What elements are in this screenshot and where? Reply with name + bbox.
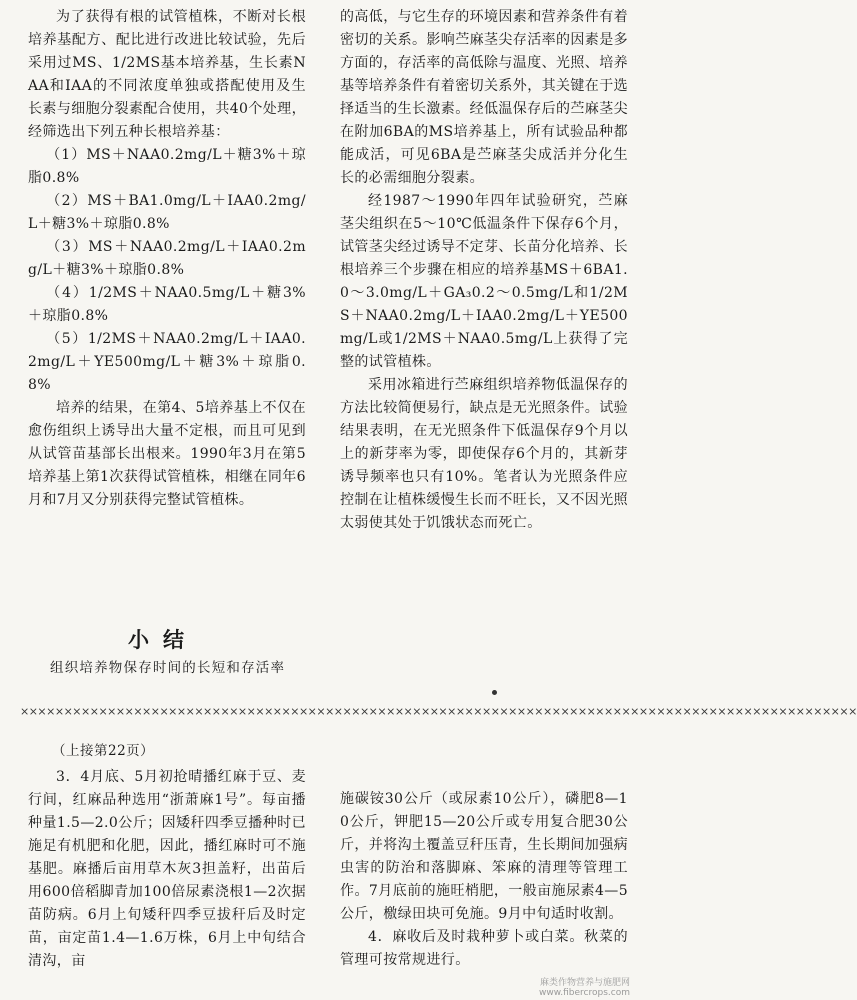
medium-formula-4: （4）1/2MS＋NAA0.5mg/L＋糖3%＋琼脂0.8%	[28, 285, 306, 324]
section-divider: ××××××××××××××××××××××××××××××××××××××××××××××××××××××××××××××××××××××××××××××××××××××××××××××××	[20, 705, 857, 718]
watermark-site-name: 麻类作物营养与施肥网	[539, 978, 630, 988]
medium-formula-2: （2）MS＋BA1.0mg/L＋IAA0.2mg/L＋糖3%＋琼脂0.8%	[28, 193, 306, 232]
paragraph-research-summary: 经1987～1990年四年试验研究，苎麻茎尖组织在5～10℃低温条件下保存6个月，试管茎尖经过诱导不定芽、长苗分化培养、长根培养三个步骤在相应的培养基MS＋6BA1.0～3.0mg/L＋GA₃0.2～0.5mg/L和1/2MS＋NAA0.2mg/L＋IAA0.2mg/L＋YE500mg/L或1/2MS＋NAA0.5mg/L上获得了完整的试管植株。	[340, 193, 628, 370]
site-watermark	[539, 978, 630, 998]
left-column	[28, 6, 306, 512]
watermark-url: www.fibercrops.com	[539, 988, 630, 998]
medium-formula-3: （3）MS＋NAA0.2mg/L＋IAA0.2mg/L＋糖3%＋琼脂0.8%	[28, 239, 306, 278]
paragraph-cold-storage-method: 采用冰箱进行苎麻组织培养物低温保存的方法比较简便易行，缺点是无光照条件。试验结果表明，在无光照条件下低温保存9个月以上的新芽率为零，即使保存6个月的，其新芽诱导频率也只有10%。笔者认为光照条件应控制在让植株缓慢生长而不旺长，又不因光照太弱使其处于饥饿状态而死亡。	[340, 377, 628, 531]
bottom-left-column	[28, 742, 306, 973]
paragraph-step-3: 3．4月底、5月初抢晴播红麻于豆、麦行间，红麻品种选用“浙萧麻1号”。每亩播种量1.5—2.0公斤；因矮秆四季豆播种时已施足有机肥和化肥，因此，播红麻时可不施基肥。麻播后亩用草木灰3担盖籽，出苗后用600倍稻脚青加100倍尿素浇根1—2次据苗防病。6月上旬矮秆四季豆拔秆后及时定苗，亩定苗1.4—1.6万株，6月上中旬结合清沟，亩	[28, 769, 306, 969]
paragraph-culture-results: 培养的结果，在第4、5培养基上不仅在愈伤组织上诱导出大量不定根，而且可见到从试管苗基部长出根来。1990年3月在第5培养基上第1次获得试管植株，相继在同年6月和7月又分别获得完整试管植株。	[28, 400, 306, 508]
paragraph-fertilization: 施碳铵30公斤（或尿素10公斤），磷肥8—10公斤，钾肥15—20公斤或专用复合肥30公斤，并将沟土覆盖豆秆压青，生长期间加强病虫害的防治和落脚麻、笨麻的清理等管理工作。7月底前的施旺梢肥，一般亩施尿素4—5公斤，檄绿田块可免施。9月中旬适时收割。	[340, 791, 628, 922]
medium-formula-1: （1）MS＋NAA0.2mg/L＋糖3%＋琼脂0.8%	[28, 147, 306, 186]
medium-formula-5: （5）1/2MS＋NAA0.2mg/L＋IAA0.2mg/L＋YE500mg/L＋糖3%＋琼脂0.8%	[28, 331, 306, 393]
summary-first-line: 组织培养物保存时间的长短和存活率	[50, 660, 286, 676]
right-column	[340, 6, 628, 535]
paragraph-survival-factors: 的高低，与它生存的环境因素和营养条件有着密切的关系。影响苎麻茎尖存活率的因素是多方面的，存活率的高低除与温度、光照、培养基等培养条件有着密切关系外，其关键在于选择适当的生长激素。经低温保存后的苎麻茎尖在附加6BA的MS培养基上，所有试验品种都能成活，可见6BA是苎麻茎尖成活并分化生长的必需细胞分裂素。	[340, 9, 628, 186]
section-title-summary: 小结	[128, 627, 198, 652]
print-speck	[492, 690, 497, 695]
bottom-right-column	[340, 788, 628, 972]
continued-from-note: （上接第22页）	[52, 743, 155, 759]
paragraph-rooting-media-intro: 为了获得有根的试管植株，不断对长根培养基配方、配比进行改进比较试验，先后采用过MS、1/2MS基本培养基，生长素NAA和IAA的不同浓度单独或搭配使用及生长素与细胞分裂素配合使用，共40个处理，经筛选出下列五种长根培养基：	[28, 9, 306, 140]
paragraph-step-4: 4．麻收后及时栽种萝卜或白菜。秋菜的管理可按常规进行。	[340, 929, 628, 968]
